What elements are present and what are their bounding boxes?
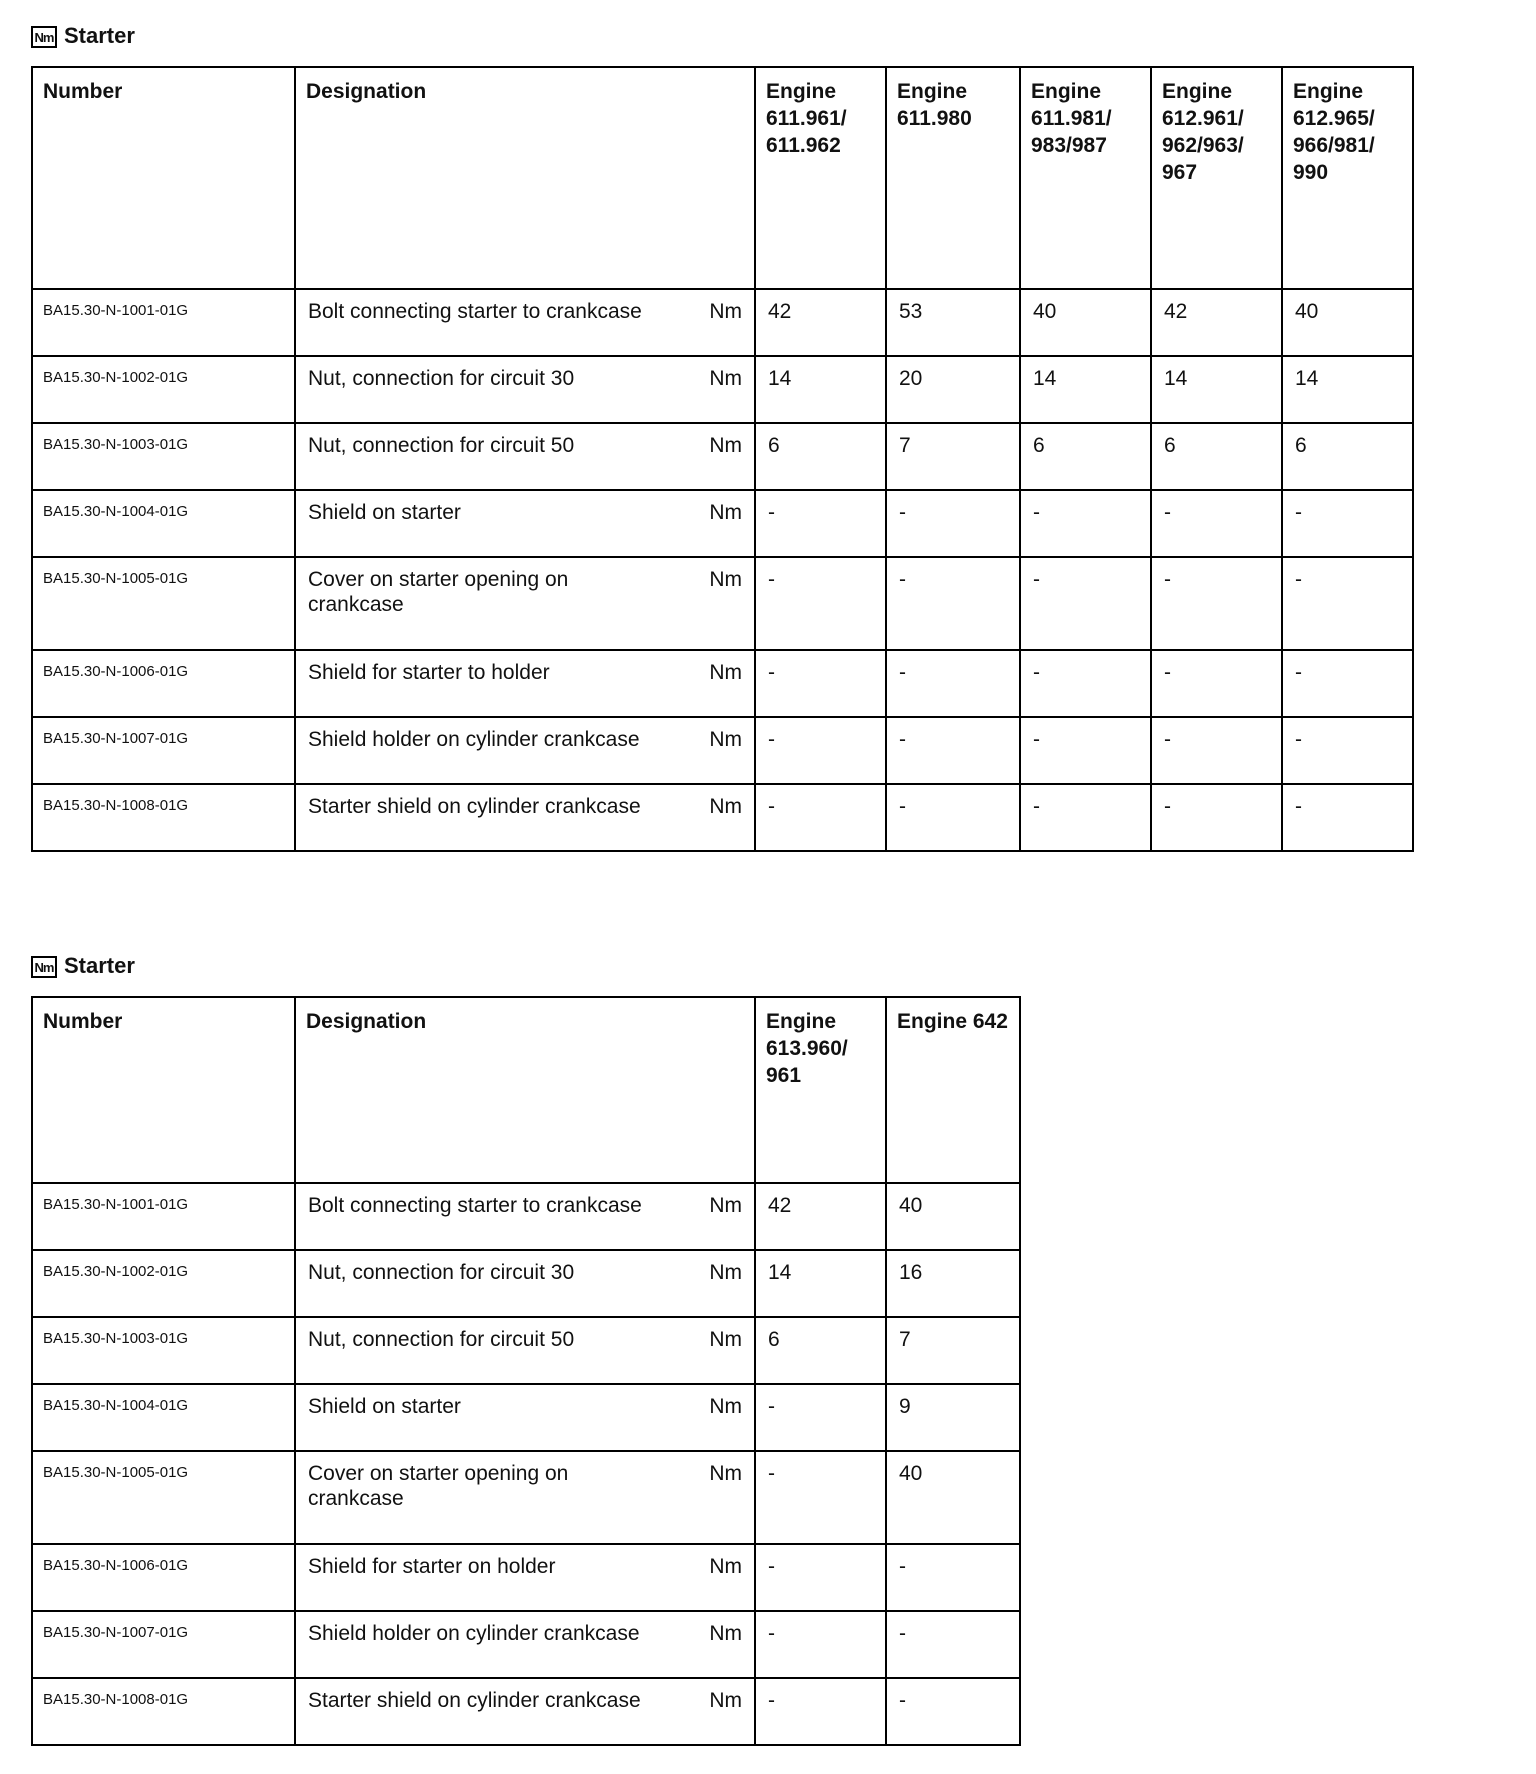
unit-label: Nm (709, 568, 742, 591)
designation-text: Cover on starter opening on crankcase (308, 1462, 569, 1510)
torque-value-cell: - (755, 717, 886, 784)
designation-text: Nut, connection for circuit 30 (308, 367, 575, 390)
table-row (32, 1250, 1020, 1317)
designation-text: Bolt connecting starter to crankcase (308, 1194, 642, 1217)
unit-label: Nm (709, 434, 742, 457)
torque-value-cell: - (886, 1611, 1020, 1678)
torque-value-cell: 14 (1020, 356, 1151, 423)
unit-label: Nm (709, 300, 742, 323)
header-number: Number (32, 997, 295, 1183)
torque-value-cell: - (886, 784, 1020, 851)
torque-value-cell: - (755, 784, 886, 851)
designation-cell (295, 356, 755, 423)
table-row (32, 1384, 1020, 1451)
torque-table (31, 66, 1414, 852)
torque-value-cell: 6 (1020, 423, 1151, 490)
designation-cell (295, 1451, 755, 1544)
torque-value-cell: 7 (886, 423, 1020, 490)
torque-value-cell: 42 (1151, 289, 1282, 356)
table-body (32, 1183, 1020, 1745)
torque-value-cell: - (886, 1678, 1020, 1745)
header-engine: Engine 613.960/ 961 (755, 997, 886, 1183)
unit-label: Nm (709, 1328, 742, 1351)
designation-cell (295, 717, 755, 784)
torque-value-cell: 40 (1020, 289, 1151, 356)
torque-value-cell: - (1020, 717, 1151, 784)
designation-cell (295, 1544, 755, 1611)
designation-text: Nut, connection for circuit 50 (308, 434, 575, 457)
torque-value-cell: - (1020, 557, 1151, 650)
torque-nm-icon: Nm (31, 956, 57, 978)
torque-value-cell: 16 (886, 1250, 1020, 1317)
header-row (32, 67, 1413, 289)
part-number-cell: BA15.30-N-1004-01G (32, 490, 295, 557)
unit-label: Nm (709, 1462, 742, 1485)
torque-value-cell: 42 (755, 289, 886, 356)
torque-value-cell: - (1020, 650, 1151, 717)
table-row (32, 1678, 1020, 1745)
section-title: Starter (64, 953, 135, 978)
unit-label: Nm (709, 1555, 742, 1578)
header-number: Number (32, 67, 295, 289)
torque-value-cell: 6 (755, 1317, 886, 1384)
torque-value-cell: 7 (886, 1317, 1020, 1384)
torque-value-cell: - (1020, 784, 1151, 851)
designation-text: Shield holder on cylinder crankcase (308, 1622, 640, 1645)
table-row (32, 650, 1413, 717)
section-title: Starter (64, 23, 135, 48)
torque-value-cell: - (755, 557, 886, 650)
header-engine: Engine 611.981/ 983/987 (1020, 67, 1151, 289)
header-engine: Engine 612.961/ 962/963/ 967 (1151, 67, 1282, 289)
designation-cell (295, 289, 755, 356)
header-engine: Engine 642 (886, 997, 1020, 1183)
torque-value-cell: - (755, 1544, 886, 1611)
torque-value-cell: - (886, 650, 1020, 717)
torque-table (31, 996, 1021, 1746)
table-row (32, 490, 1413, 557)
torque-value-cell: - (1151, 650, 1282, 717)
part-number-cell: BA15.30-N-1007-01G (32, 717, 295, 784)
torque-value-cell: 14 (1151, 356, 1282, 423)
unit-label: Nm (709, 1194, 742, 1217)
part-number-cell: BA15.30-N-1003-01G (32, 423, 295, 490)
torque-value-cell: - (1151, 784, 1282, 851)
unit-label: Nm (709, 1622, 742, 1645)
unit-label: Nm (709, 1689, 742, 1712)
unit-label: Nm (709, 1261, 742, 1284)
torque-value-cell: - (1151, 557, 1282, 650)
torque-value-cell: 14 (755, 356, 886, 423)
designation-cell (295, 490, 755, 557)
table-row (32, 1317, 1020, 1384)
table-row (32, 717, 1413, 784)
header-engine: Engine 611.961/ 611.962 (755, 67, 886, 289)
torque-value-cell: - (886, 557, 1020, 650)
designation-cell (295, 1384, 755, 1451)
torque-value-cell: 40 (886, 1183, 1020, 1250)
header-designation: Designation (295, 67, 755, 289)
torque-value-cell: - (755, 1678, 886, 1745)
table-body (32, 289, 1413, 851)
torque-value-cell: 14 (1282, 356, 1413, 423)
designation-cell (295, 1611, 755, 1678)
table-row (32, 1611, 1020, 1678)
torque-value-cell: 40 (886, 1451, 1020, 1544)
torque-value-cell: 42 (755, 1183, 886, 1250)
designation-text: Bolt connecting starter to crankcase (308, 300, 642, 323)
unit-label: Nm (709, 661, 742, 684)
part-number-cell: BA15.30-N-1006-01G (32, 1544, 295, 1611)
torque-value-cell: - (1282, 490, 1413, 557)
torque-value-cell: - (1282, 650, 1413, 717)
part-number-cell: BA15.30-N-1003-01G (32, 1317, 295, 1384)
table-row (32, 356, 1413, 423)
starter-section-2 (31, 948, 1021, 1746)
designation-cell (295, 1678, 755, 1745)
table-row (32, 1544, 1020, 1611)
torque-value-cell: - (886, 490, 1020, 557)
designation-text: Nut, connection for circuit 30 (308, 1261, 575, 1284)
torque-value-cell: 40 (1282, 289, 1413, 356)
torque-value-cell: 6 (1282, 423, 1413, 490)
torque-value-cell: - (755, 490, 886, 557)
unit-label: Nm (709, 728, 742, 751)
torque-value-cell: - (1282, 557, 1413, 650)
header-engine: Engine 612.965/ 966/981/ 990 (1282, 67, 1413, 289)
torque-value-cell: 20 (886, 356, 1020, 423)
table-row (32, 784, 1413, 851)
designation-text: Starter shield on cylinder crankcase (308, 1689, 641, 1712)
part-number-cell: BA15.30-N-1002-01G (32, 1250, 295, 1317)
designation-text: Shield holder on cylinder crankcase (308, 728, 640, 751)
designation-text: Shield on starter (308, 501, 461, 524)
torque-value-cell: - (755, 1384, 886, 1451)
unit-label: Nm (709, 795, 742, 818)
starter-section-1 (31, 18, 1414, 852)
part-number-cell: BA15.30-N-1001-01G (32, 1183, 295, 1250)
table-row (32, 1183, 1020, 1250)
part-number-cell: BA15.30-N-1005-01G (32, 557, 295, 650)
torque-value-cell: - (755, 650, 886, 717)
torque-value-cell: - (886, 1544, 1020, 1611)
part-number-cell: BA15.30-N-1006-01G (32, 650, 295, 717)
torque-value-cell: - (1020, 490, 1151, 557)
part-number-cell: BA15.30-N-1002-01G (32, 356, 295, 423)
torque-value-cell: 9 (886, 1384, 1020, 1451)
torque-value-cell: - (1151, 717, 1282, 784)
unit-label: Nm (709, 501, 742, 524)
designation-text: Starter shield on cylinder crankcase (308, 795, 641, 818)
torque-value-cell: 6 (1151, 423, 1282, 490)
torque-value-cell: - (886, 717, 1020, 784)
designation-text: Shield for starter to holder (308, 661, 550, 684)
part-number-cell: BA15.30-N-1008-01G (32, 1678, 295, 1745)
table-row (32, 289, 1413, 356)
torque-value-cell: - (755, 1611, 886, 1678)
designation-cell (295, 1317, 755, 1384)
torque-value-cell: 14 (755, 1250, 886, 1317)
designation-text: Shield on starter (308, 1395, 461, 1418)
torque-value-cell: - (755, 1451, 886, 1544)
header-designation: Designation (295, 997, 755, 1183)
designation-text: Shield for starter on holder (308, 1555, 556, 1578)
part-number-cell: BA15.30-N-1001-01G (32, 289, 295, 356)
part-number-cell: BA15.30-N-1004-01G (32, 1384, 295, 1451)
torque-value-cell: 6 (755, 423, 886, 490)
designation-cell (295, 784, 755, 851)
header-engine: Engine 611.980 (886, 67, 1020, 289)
header-row (32, 997, 1020, 1183)
designation-cell (295, 423, 755, 490)
designation-text: Cover on starter opening on crankcase (308, 568, 569, 616)
torque-value-cell: - (1282, 784, 1413, 851)
designation-cell (295, 1183, 755, 1250)
unit-label: Nm (709, 367, 742, 390)
section-header (31, 948, 1021, 978)
designation-text: Nut, connection for circuit 50 (308, 1328, 575, 1351)
table-row (32, 423, 1413, 490)
torque-value-cell: - (1151, 490, 1282, 557)
table-row (32, 1451, 1020, 1544)
section-header (31, 18, 1414, 48)
torque-value-cell: - (1282, 717, 1413, 784)
part-number-cell: BA15.30-N-1005-01G (32, 1451, 295, 1544)
torque-nm-icon: Nm (31, 26, 57, 48)
part-number-cell: BA15.30-N-1007-01G (32, 1611, 295, 1678)
designation-cell (295, 650, 755, 717)
table-row (32, 557, 1413, 650)
designation-cell (295, 557, 755, 650)
designation-cell (295, 1250, 755, 1317)
part-number-cell: BA15.30-N-1008-01G (32, 784, 295, 851)
unit-label: Nm (709, 1395, 742, 1418)
torque-value-cell: 53 (886, 289, 1020, 356)
